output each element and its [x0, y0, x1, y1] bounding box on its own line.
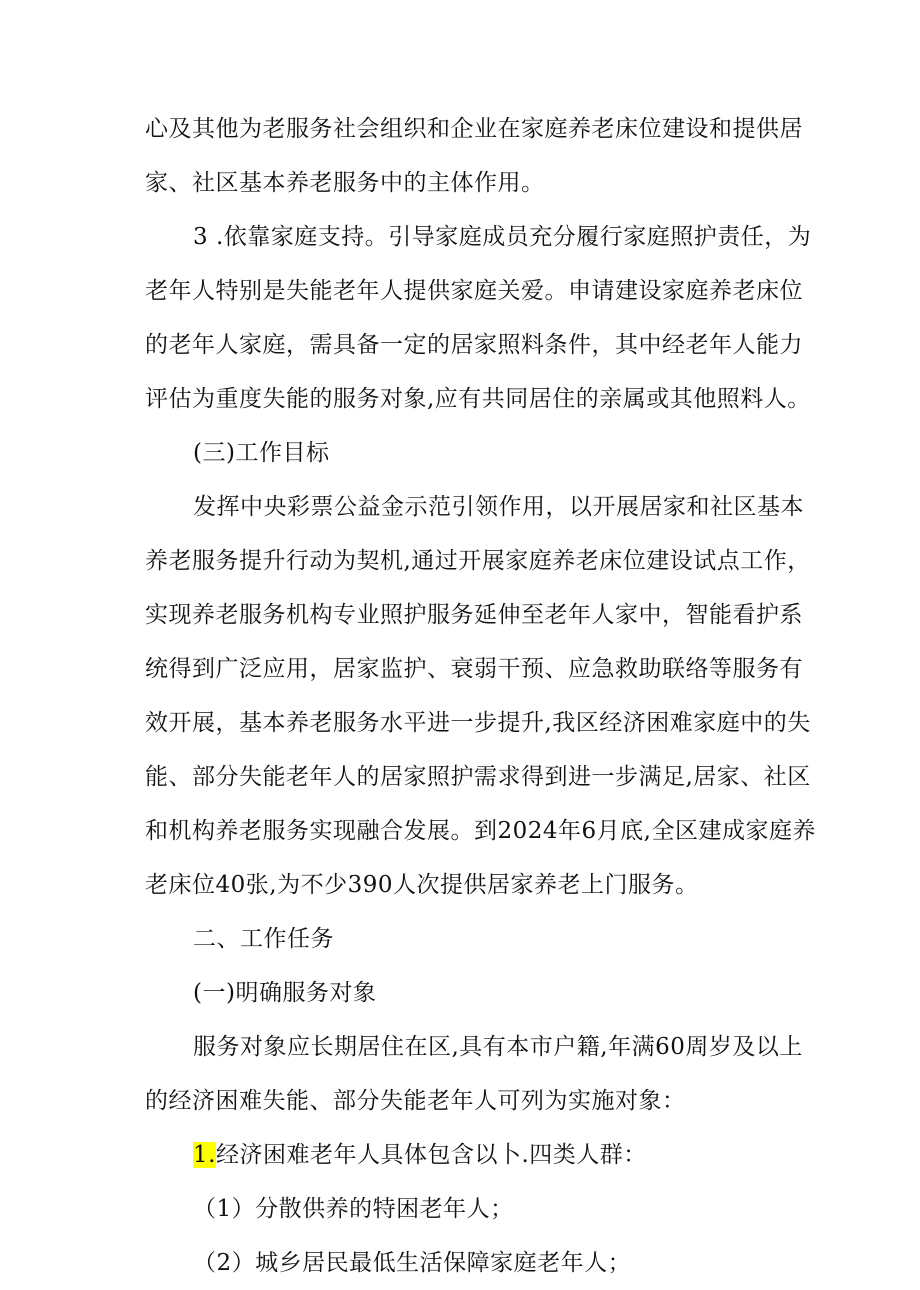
paragraph-line: 统得到广泛应用，居家监护、衰弱干预、应急救助联络等服务有	[145, 656, 803, 682]
paragraph-line: 评估为重度失能的服务对象,应有共同居住的亲属或其他照料人。	[145, 386, 811, 412]
paragraph-line: 能、部分失能老年人的居家照护需求得到进一步满足,居家、社区	[145, 764, 811, 790]
paragraph-line: 服务对象应长期居住在区,具有本市户籍,年满60周岁及以上	[193, 1034, 803, 1060]
paragraph-line: 心及其他为老服务社会组织和企业在家庭养老床位建设和提供居	[145, 116, 803, 142]
paragraph-line: 老年人特别是失能老年人提供家庭关爱。申请建设家庭养老床位	[145, 278, 803, 304]
document-body	[145, 102, 816, 1290]
paragraph-line: 和机构养老服务实现融合发展。到2024年6月底,全区建成家庭养	[145, 818, 816, 844]
paragraph-line: 3 .依靠家庭支持。引导家庭成员充分履行家庭照护责任，为	[193, 224, 812, 250]
paragraph-line: 发挥中央彩票公益金示范引领作用，以开展居家和社区基本	[193, 494, 804, 520]
paragraph-line: 的老年人家庭，需具备一定的居家照料条件，其中经老年人能力	[145, 332, 803, 358]
list-item: （2）城乡居民最低生活保障家庭老年人；	[193, 1250, 632, 1276]
section-heading: (三)工作目标	[193, 440, 330, 466]
list-item	[145, 1128, 795, 1182]
paragraph-line: 家、社区基本养老服务中的主体作用。	[145, 170, 545, 196]
paragraph-line: 养老服务提升行动为契机,通过开展家庭养老床位建设试点工作，	[145, 548, 811, 574]
subsection-heading: (一)明确服务对象	[193, 980, 377, 1006]
list-item-text: 经济困难老年人具体包含以卜.四类人群：	[215, 1142, 647, 1168]
list-item: （1）分散供养的特困老年人；	[193, 1196, 514, 1222]
paragraph-line: 的经济困难失能、部分失能老年人可列为实施对象：	[145, 1088, 686, 1114]
paragraph-line: 老床位40张,为不少390人次提供居家养老上门服务。	[145, 872, 699, 898]
paragraph-line: 实现养老服务机构专业照护服务延伸至老年人家中，智能看护系	[145, 602, 803, 628]
section-heading: 二、工作任务	[193, 926, 334, 952]
paragraph-line: 效开展，基本养老服务水平进一步提升,我区经济困难家庭中的失	[145, 710, 811, 736]
highlighted-marker: 1.	[193, 1142, 216, 1168]
